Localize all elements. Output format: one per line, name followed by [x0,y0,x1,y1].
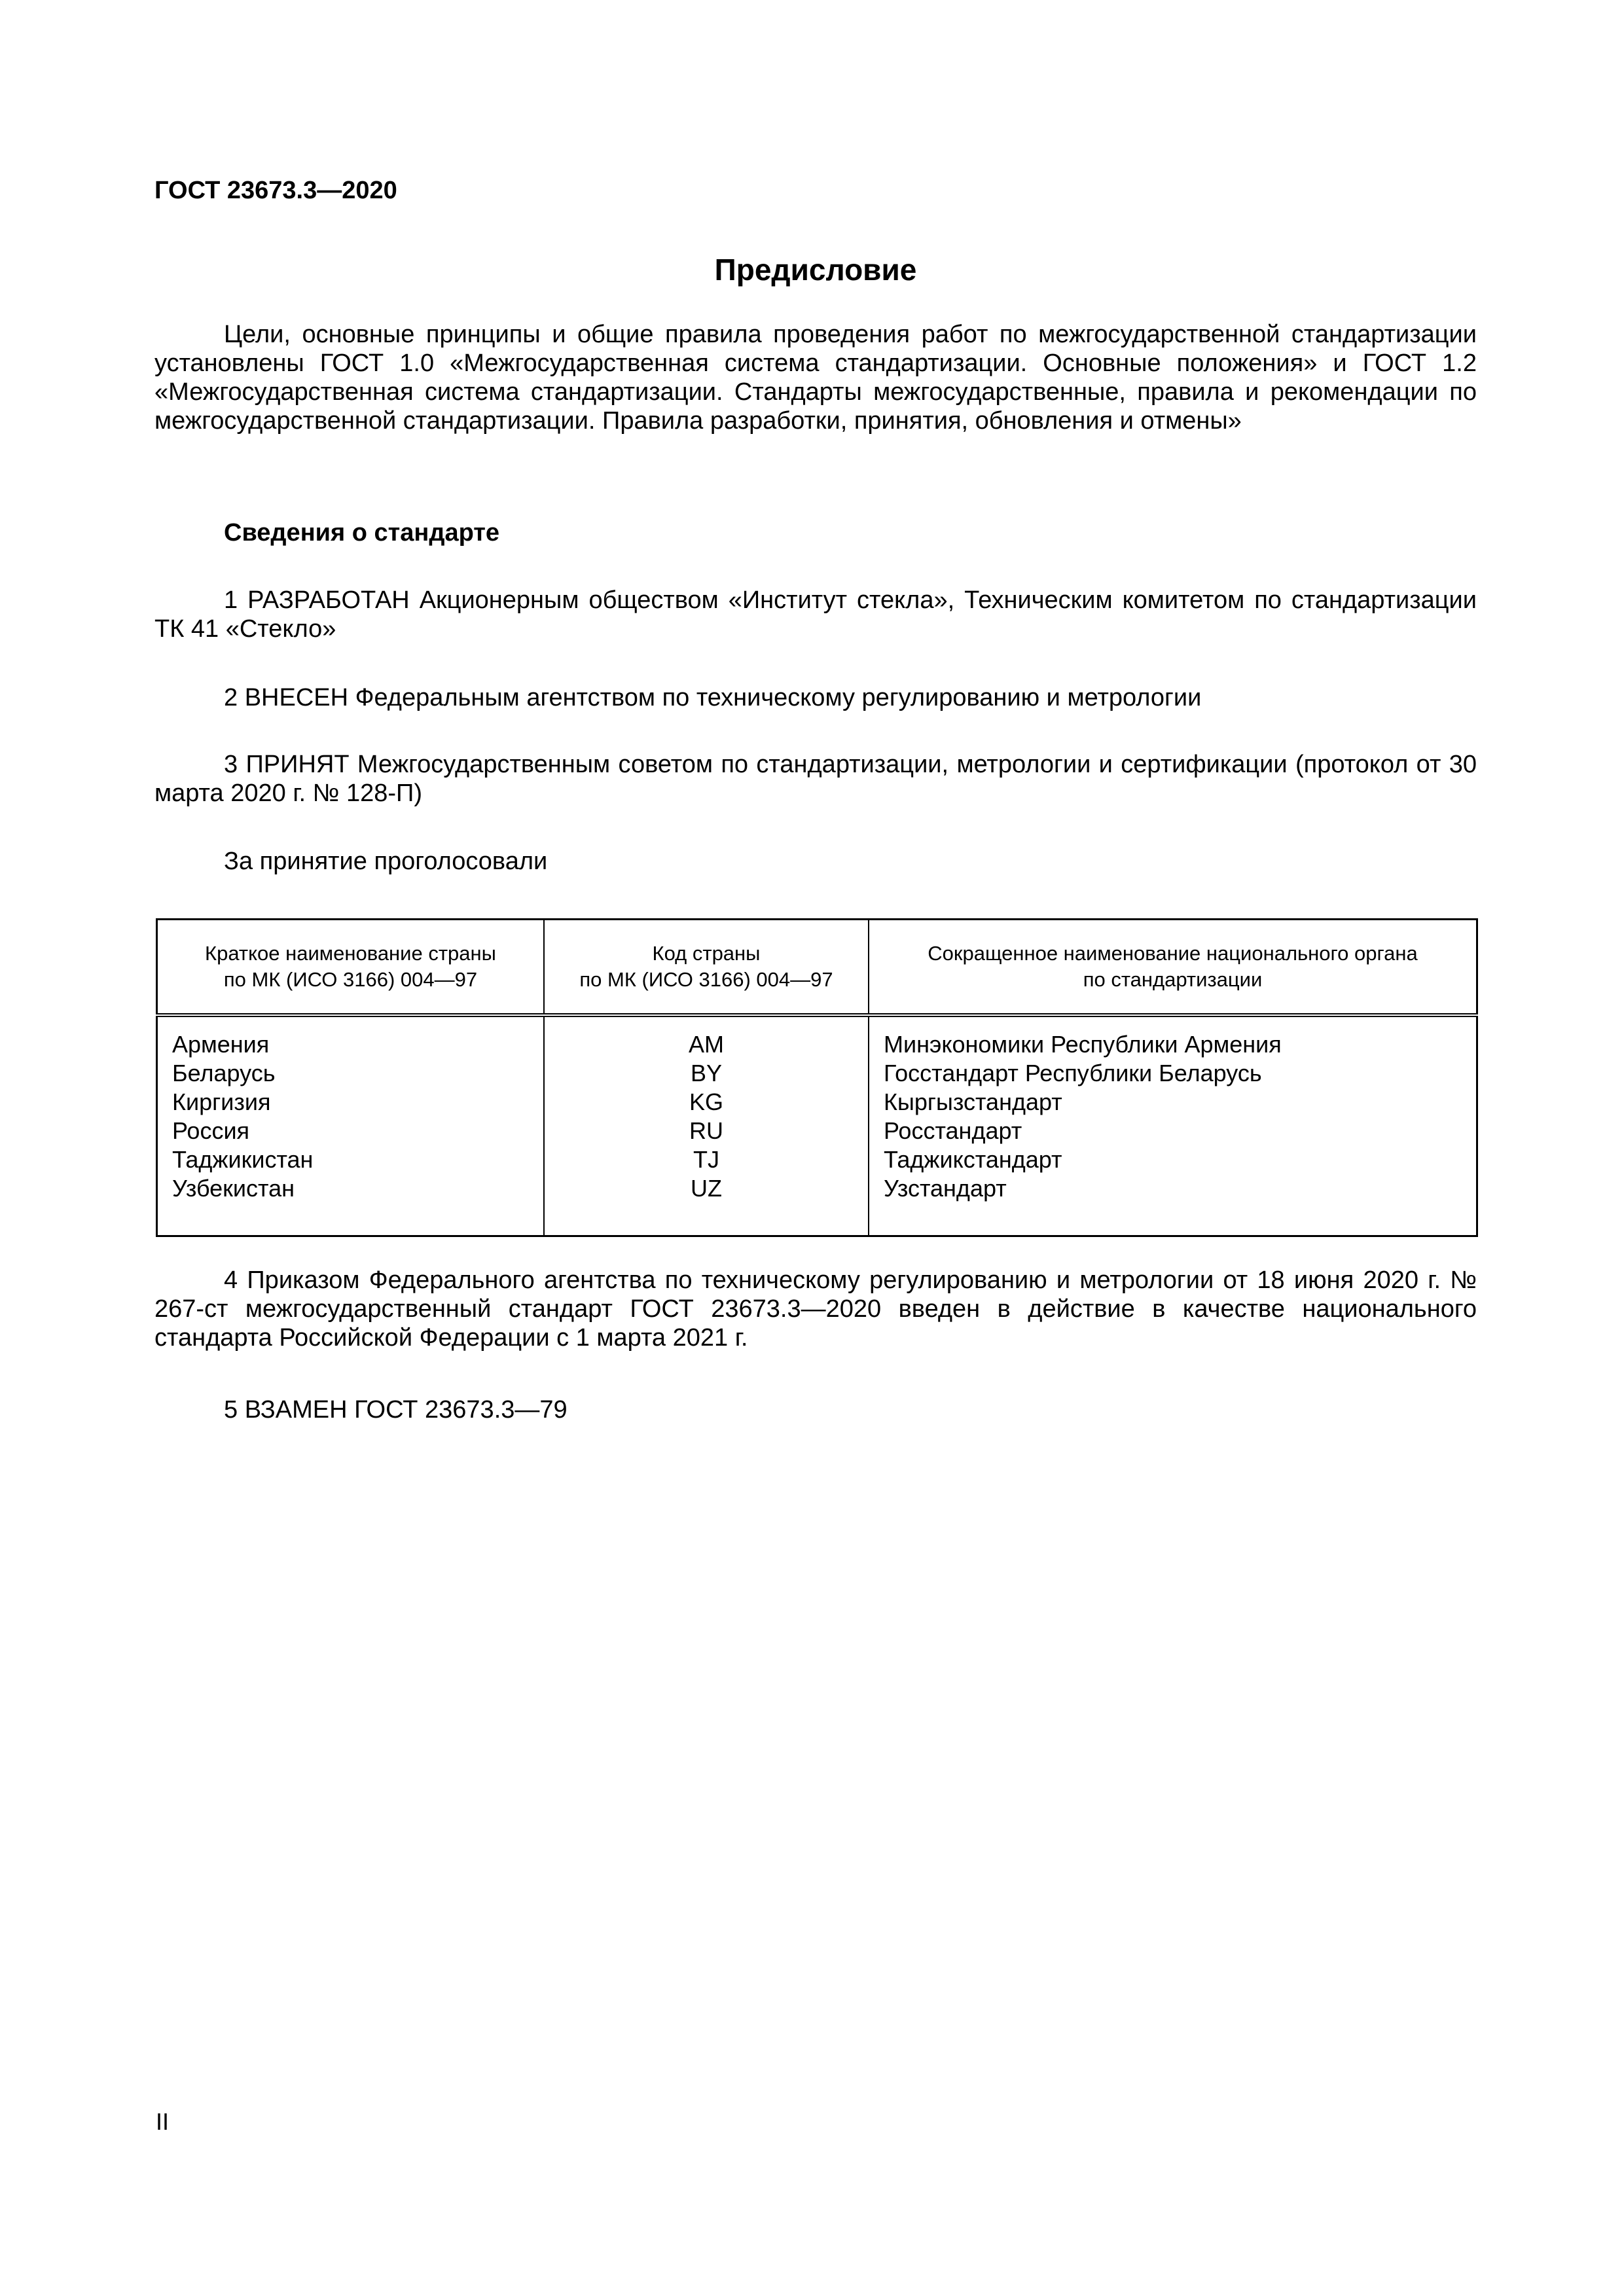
country-code: UZ [691,1175,722,1202]
item-replaces: 5 ВЗАМЕН ГОСТ 23673.3—79 [224,1396,568,1424]
country-code: RU [689,1117,723,1144]
country-code: KG [689,1088,723,1115]
page-number: II [156,2108,170,2135]
country-name: Армения [172,1031,270,1058]
country-name: Узбекистан [172,1175,295,1202]
country-names-cell [157,1015,545,1236]
page-title: Предисловие [714,253,917,287]
header-country-code: Код страны по МК (ИСО 3166) 004—97 [544,920,869,1016]
item-developed: 1 РАЗРАБОТАН Акционерным обществом «Институт стекла», Техническим комитетом по стандартизации ТК 41 «Стекло» [154,586,1477,643]
country-name: Россия [172,1117,250,1144]
intro-paragraph: Цели, основные принципы и общие правила проведения работ по межгосударственной стандартизации установлены ГОСТ 1.0 «Межгосударственная система стандартизации. Основные положения» и ГОСТ 1.2 «Межгосударственная система стандартизации. Стандарты межгосударственные, правила и рекомендации по межгосударственной стандартизации. Правила разработки, принятия, обновления и отмены» [154,321,1477,435]
table-header-row [157,920,1477,1016]
voted-label: За принятие проголосовали [224,848,548,875]
national-body: Кыргызстандарт [884,1088,1062,1115]
header-country-name: Краткое наименование страны по МК (ИСО 3166) 004—97 [157,920,545,1016]
country-code: BY [690,1060,723,1086]
national-bodies-cell [869,1015,1477,1236]
header-national-body: Сокращенное наименование национального органа по стандартизации [869,920,1477,1016]
national-body: Минэкономики Республики Армения [884,1031,1282,1058]
country-name: Киргизия [172,1088,271,1115]
national-body: Узстандарт [884,1175,1007,1202]
country-code: AM [689,1031,724,1058]
national-body: Госстандарт Республики Беларусь [884,1060,1262,1086]
country-name: Таджикистан [172,1146,314,1173]
item-order: 4 Приказом Федерального агентства по техническому регулированию и метрологии от 18 июня 2020 г. № 267-ст межгосударственный стандарт ГОСТ 23673.3—2020 введен в действие в качестве национального стандарта Российской Федерации с 1 марта 2021 г. [154,1266,1477,1352]
standard-code-header: ГОСТ 23673.3—2020 [154,177,397,204]
national-body: Росстандарт [884,1117,1022,1144]
country-code: TJ [693,1146,719,1173]
item-adopted: 3 ПРИНЯТ Межгосударственным советом по стандартизации, метрологии и сертификации (протокол от 30 марта 2020 г. № 128-П) [154,751,1477,807]
voting-countries-table [156,918,1478,1237]
national-body: Таджикстандарт [884,1146,1062,1173]
item-introduced: 2 ВНЕСЕН Федеральным агентством по техническому регулированию и метрологии [224,684,1202,711]
country-codes-cell [544,1015,869,1236]
section-subhead: Сведения о стандарте [224,519,500,547]
table-row [157,1015,1477,1236]
country-name: Беларусь [172,1060,276,1086]
